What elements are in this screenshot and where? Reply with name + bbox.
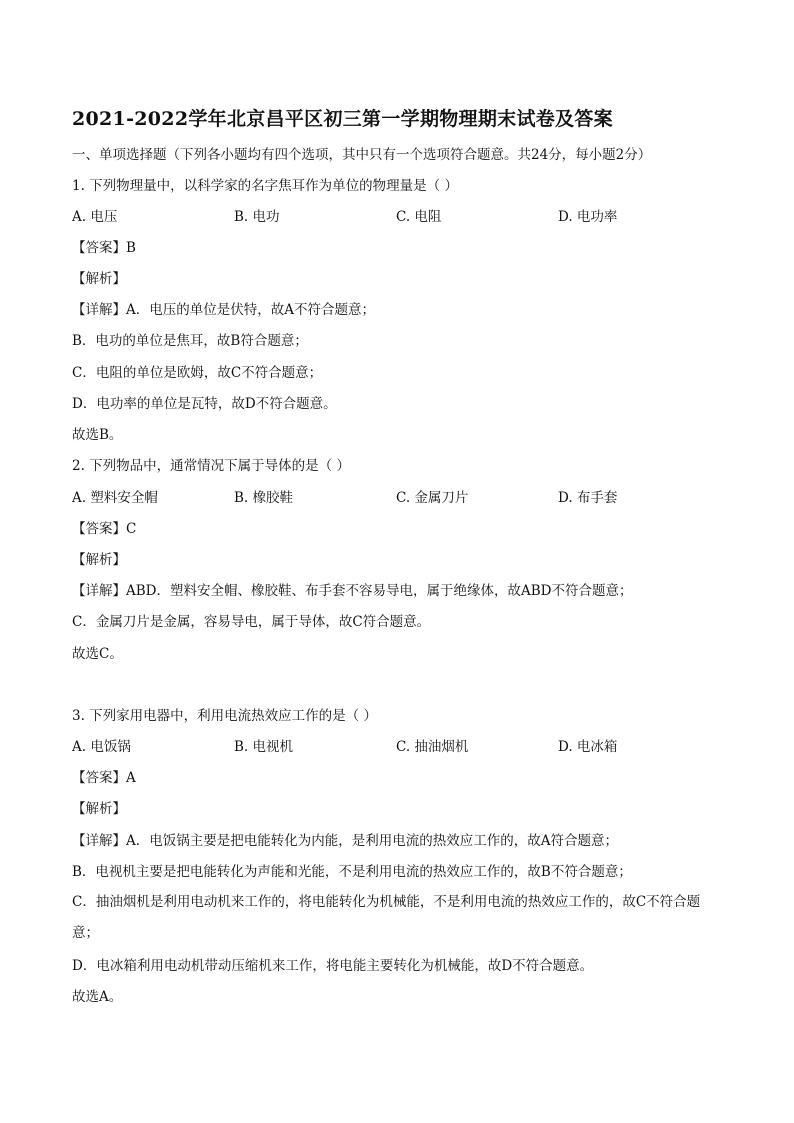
- q1-detail-line: C．电阻的单位是欧姆，故C不符合题意；: [72, 365, 323, 381]
- q1-answer: 【答案】B: [72, 240, 136, 256]
- q1-detail-line: B．电功的单位是焦耳，故B符合题意；: [72, 333, 308, 349]
- q2-conclusion: 故选C。: [72, 646, 123, 662]
- q3-option-b: B. 电视机: [234, 739, 294, 755]
- q1-detail-line: 【详解】A．电压的单位是伏特，故A不符合题意；: [72, 302, 375, 318]
- q3-analysis-label: 【解析】: [72, 801, 126, 817]
- q1-conclusion: 故选B。: [72, 427, 123, 443]
- q2-option-a: A. 塑料安全帽: [72, 490, 158, 506]
- q2-detail-line: C．金属刀片是金属，容易导电，属于导体，故C符合题意。: [72, 614, 431, 630]
- q2-stem: 2. 下列物品中，通常情况下属于导体的是（ ）: [72, 458, 350, 474]
- q3-conclusion: 故选A。: [72, 989, 123, 1005]
- q3-detail-line: C．抽油烟机是利用电动机来工作的，将电能转化为机械能，不是利用电流的热效应工作的，故C不符合题意；: [72, 894, 701, 941]
- q1-option-c: C. 电阻: [396, 209, 442, 225]
- q2-option-d: D. 布手套: [558, 490, 618, 506]
- q3-detail-line: D．电冰箱利用电动机带动压缩机来工作，将电能主要转化为机械能，故D不符合题意。: [72, 958, 594, 974]
- q3-option-a: A. 电饭锅: [72, 739, 131, 755]
- q2-analysis-label: 【解析】: [72, 552, 126, 568]
- q3-stem: 3. 下列家用电器中，利用电流热效应工作的是（ ）: [72, 708, 377, 724]
- q3-option-d: D. 电冰箱: [558, 739, 618, 755]
- section-heading: 一、单项选择题（下列各小题均有四个选项，其中只有一个选项符合题意。共24分，每小题2分）: [72, 147, 652, 163]
- q1-analysis-label: 【解析】: [72, 271, 126, 287]
- q2-detail-line: 【详解】ABD．塑料安全帽、橡胶鞋、布手套不容易导电，属于绝缘体，故ABD不符合题意；: [72, 583, 633, 599]
- q1-option-a: A. 电压: [72, 209, 118, 225]
- q2-answer: 【答案】C: [72, 521, 137, 537]
- q3-option-c: C. 抽油烟机: [396, 739, 469, 755]
- page-title: 2021-2022学年北京昌平区初三第一学期物理期末试卷及答案: [72, 108, 613, 130]
- q1-detail-line: D．电功率的单位是瓦特，故D不符合题意。: [72, 396, 337, 412]
- q1-stem: 1. 下列物理量中，以科学家的名字焦耳作为单位的物理量是（ ）: [72, 178, 458, 194]
- q1-option-d: D. 电功率: [558, 209, 618, 225]
- q1-option-b: B. 电功: [234, 209, 280, 225]
- q3-detail-line: 【详解】A．电饭锅主要是把电能转化为内能，是利用电流的热效应工作的，故A符合题意；: [72, 833, 618, 849]
- q2-option-c: C. 金属刀片: [396, 490, 469, 506]
- q3-answer: 【答案】A: [72, 770, 136, 786]
- q2-option-b: B. 橡胶鞋: [234, 490, 294, 506]
- q3-detail-line: B．电视机主要是把电能转化为声能和光能，不是利用电流的热效应工作的，故B不符合题意；: [72, 864, 632, 880]
